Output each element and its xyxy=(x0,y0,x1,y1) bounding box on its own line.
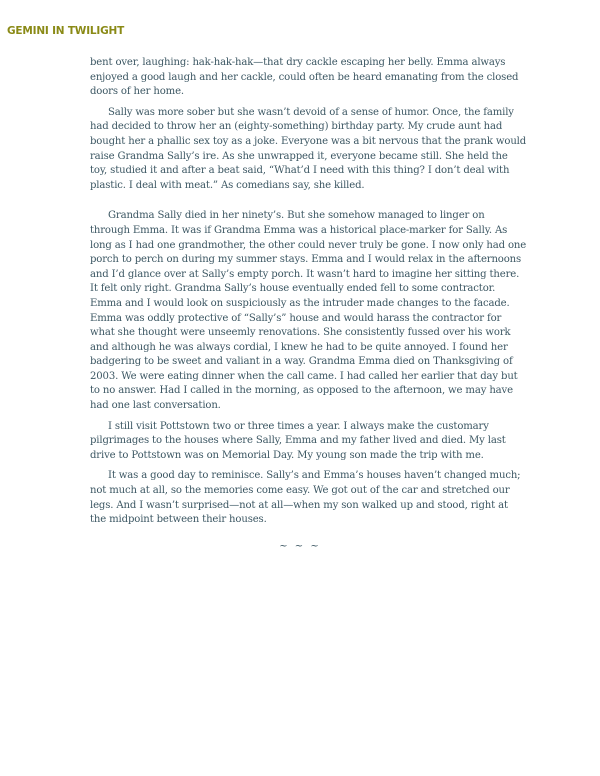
paragraph-1: bent over, laughing: hak-hak-hak—that dry cackle escaping her belly. Emma always enjoyed a good laugh and her cackle, could often be heard emanating from the closed doors of her home. xyxy=(90,57,519,98)
running-head-title: GEMINI IN TWILIGHT xyxy=(7,25,125,37)
section-break: ~ ~ ~ xyxy=(279,541,321,552)
paragraph-5: It was a good day to reminisce. Sally’s and Emma’s houses haven’t changed much; not much at all, so the memories come easy. We got out of the car and stretched our legs. And I wasn’t surprised—not at all—when my son walked up and stood, right at the midpoint between their houses. xyxy=(90,470,521,526)
paragraph-3: Grandma Sally died in her ninety’s. But she somehow managed to linger on through Emma. It was if Grandma Emma was a historical place-marker for Sally. As long as I had one grandmother, the other could never truly be gone. I now only had one porch to perch on during my summer stays. Emma and I would relax in the afternoons and I’d glance over at Sally’s empty porch. It wasn’t hard to imagine her sitting there. It felt only right. Grandma Sally’s house eventually ended fell to some contractor. Emma and I would look on suspiciously as the intruder made changes to the facade. Emma was oddly protective of “Sally’s” house and would harass the contractor for what she thought were unseemly renovations. She consistently fussed over his work and although he was always cordial, I knew he had to be quite annoyed. I found her badgering to be sweet and valiant in a way. Grandma Emma died on Thanksgiving of 2003. We were eating dinner when the call came. I had called her earlier that day but to no answer. Had I called in the morning, as opposed to the afternoon, we may have had one last conversation. xyxy=(90,210,527,412)
paragraph-2: Sally was more sober but she wasn’t devoid of a sense of humor. Once, the family had decided to throw her an (eighty-something) birthday party. My crude aunt had bought her a phallic sex toy as a joke. Everyone was a bit nervous that the prank would raise Grandma Sally’s ire. As she unwrapped it, everyone became still. She held the toy, studied it and after a beat said, “What’d I need with this thing? I don’t deal with plastic. I deal with meat.” As comedians say, she killed. xyxy=(90,106,527,191)
paragraph-4: I still visit Pottstown two or three times a year. I always make the customary pilgrimages to the houses where Sally, Emma and my father lived and died. My last drive to Pottstown was on Memorial Day. My young son made the trip with me. xyxy=(90,420,506,461)
body-text xyxy=(90,56,527,534)
